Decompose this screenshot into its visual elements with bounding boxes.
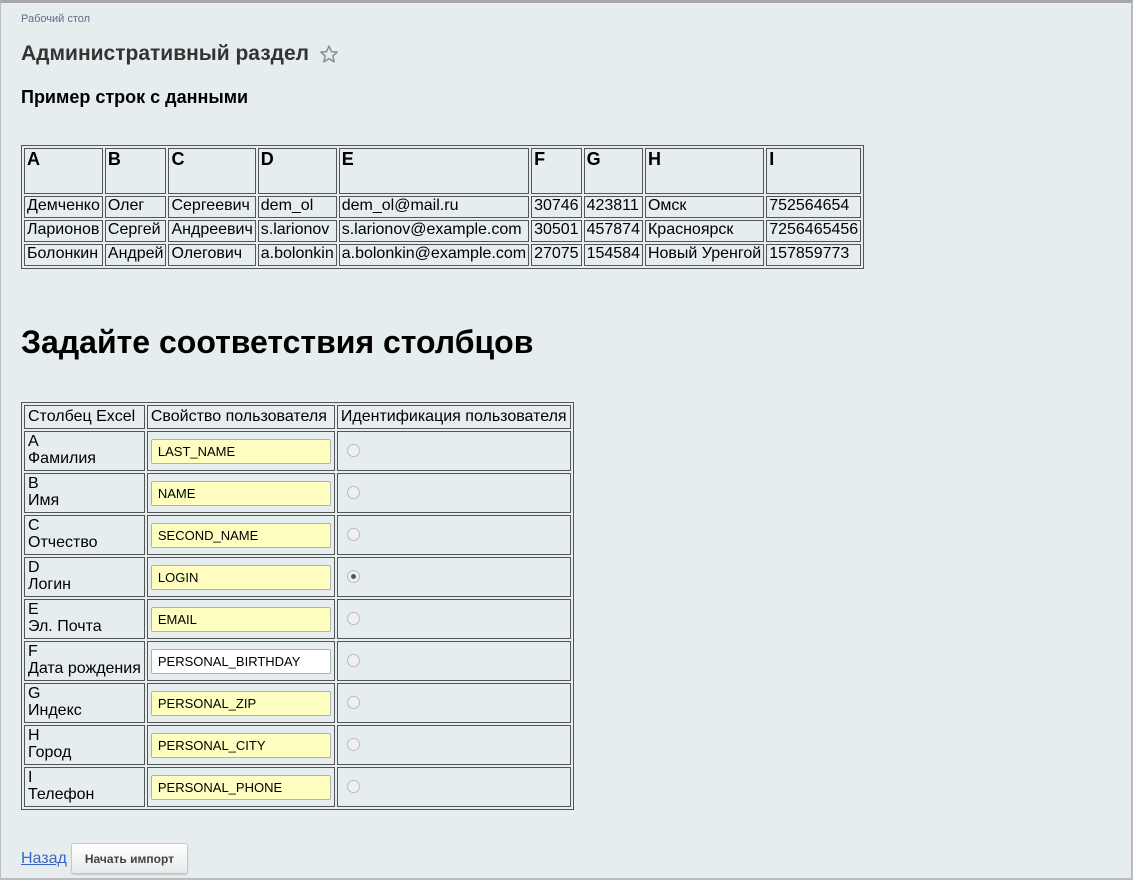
excel-column-cell [24, 431, 145, 471]
user-property-input[interactable] [151, 439, 331, 464]
sample-row [24, 196, 861, 218]
back-link[interactable]: Назад [21, 849, 67, 867]
excel-column-cell [24, 641, 145, 681]
sample-cell: Демченко [24, 196, 103, 218]
sample-header-cell: C [168, 148, 255, 194]
sample-cell: 27075 [531, 244, 582, 266]
user-identification-cell [337, 641, 571, 681]
sample-cell: Сергей [105, 220, 167, 242]
mapping-row [24, 473, 571, 513]
mapping-header-row [24, 405, 571, 429]
excel-column-letter: A [28, 433, 39, 450]
page-title-row [21, 42, 339, 66]
user-property-input[interactable] [151, 733, 331, 758]
excel-column-label: Телефон [28, 786, 95, 803]
sample-cell: Красноярск [645, 220, 764, 242]
excel-column-letter: D [28, 559, 40, 576]
user-identification-cell [337, 599, 571, 639]
sample-cell: 7256465456 [766, 220, 861, 242]
user-identification-cell [337, 557, 571, 597]
user-property-cell [147, 431, 335, 471]
sample-cell: Андрей [105, 244, 167, 266]
sample-cell: Омск [645, 196, 764, 218]
identification-radio[interactable] [347, 570, 360, 583]
user-property-input[interactable] [151, 607, 331, 632]
sample-cell: Андреевич [168, 220, 255, 242]
excel-column-letter: H [28, 727, 40, 744]
sample-cell: Сергеевич [168, 196, 255, 218]
identification-radio[interactable] [347, 612, 360, 625]
sample-header-cell: A [24, 148, 103, 194]
excel-column-letter: G [28, 685, 41, 702]
page-title: Административный раздел [21, 42, 310, 65]
sample-cell: s.larionov [258, 220, 337, 242]
sample-cell: 157859773 [766, 244, 861, 266]
excel-column-label: Имя [28, 492, 60, 509]
excel-column-label: Город [28, 744, 72, 761]
mapping-row [24, 599, 571, 639]
excel-column-letter: B [28, 475, 39, 492]
column-mapping-title: Задайте соответствия столбцов [21, 324, 534, 360]
user-identification-cell [337, 473, 571, 513]
sample-header-cell: F [531, 148, 582, 194]
user-property-cell [147, 599, 335, 639]
sample-cell: s.larionov@example.com [339, 220, 529, 242]
sample-cell: 423811 [584, 196, 643, 218]
sample-cell: 30501 [531, 220, 582, 242]
mapping-row [24, 515, 571, 555]
user-identification-cell [337, 515, 571, 555]
excel-column-label: Индекс [28, 702, 82, 719]
sample-row [24, 220, 861, 242]
excel-column-letter: C [28, 517, 40, 534]
identification-radio[interactable] [347, 528, 360, 541]
excel-column-letter: I [28, 769, 33, 786]
excel-column-label: Логин [28, 576, 72, 593]
user-property-cell [147, 515, 335, 555]
excel-column-label: Эл. Почта [28, 618, 102, 635]
mapping-header-cell: Идентификация пользователя [337, 405, 571, 429]
mapping-header-cell: Свойство пользователя [147, 405, 335, 429]
sample-cell: Олегович [168, 244, 255, 266]
mapping-row [24, 725, 571, 765]
column-mapping-table [21, 402, 574, 810]
user-property-input[interactable] [151, 523, 331, 548]
breadcrumb[interactable]: Рабочий стол [21, 13, 91, 25]
sample-cell: Болонкин [24, 244, 103, 266]
sample-data-table [21, 145, 864, 269]
excel-column-cell [24, 473, 145, 513]
excel-column-label: Фамилия [28, 450, 96, 467]
excel-column-cell [24, 767, 145, 807]
sample-cell: 457874 [584, 220, 643, 242]
excel-column-label: Отчество [28, 534, 98, 551]
start-import-button[interactable]: Начать импорт [71, 843, 188, 874]
sample-cell: a.bolonkin@example.com [339, 244, 529, 266]
excel-column-cell [24, 725, 145, 765]
sample-row [24, 244, 861, 266]
mapping-header-cell: Столбец Excel [24, 405, 145, 429]
star-icon[interactable] [319, 44, 339, 64]
excel-column-letter: F [28, 643, 38, 660]
user-property-cell [147, 683, 335, 723]
identification-radio[interactable] [347, 654, 360, 667]
mapping-row [24, 557, 571, 597]
excel-column-letter: E [28, 601, 39, 618]
sample-cell: 30746 [531, 196, 582, 218]
sample-header-cell: E [339, 148, 529, 194]
user-property-cell [147, 473, 335, 513]
mapping-row [24, 767, 571, 807]
sample-header-cell: I [766, 148, 861, 194]
excel-column-cell [24, 557, 145, 597]
user-property-input[interactable] [151, 775, 331, 800]
user-property-cell [147, 725, 335, 765]
user-identification-cell [337, 767, 571, 807]
identification-radio[interactable] [347, 444, 360, 457]
actions-bar [21, 843, 188, 874]
user-property-input[interactable] [151, 481, 331, 506]
user-property-cell [147, 767, 335, 807]
sample-header-cell: D [258, 148, 337, 194]
sample-cell: a.bolonkin [258, 244, 337, 266]
sample-rows-title: Пример строк с данными [21, 87, 249, 107]
user-property-cell [147, 641, 335, 681]
identification-radio[interactable] [347, 486, 360, 499]
user-identification-cell [337, 725, 571, 765]
sample-header-cell: B [105, 148, 167, 194]
excel-column-cell [24, 515, 145, 555]
mapping-row [24, 683, 571, 723]
identification-radio[interactable] [347, 738, 360, 751]
sample-cell: 154584 [584, 244, 643, 266]
sample-cell: 752564654 [766, 196, 861, 218]
sample-header-row [24, 148, 861, 194]
sample-cell: Ларионов [24, 220, 103, 242]
sample-cell: Новый Уренгой [645, 244, 764, 266]
mapping-row [24, 431, 571, 471]
excel-column-cell [24, 683, 145, 723]
user-property-input[interactable] [151, 691, 331, 716]
sample-header-cell: G [584, 148, 643, 194]
user-property-input[interactable] [151, 649, 331, 674]
identification-radio[interactable] [347, 696, 360, 709]
mapping-row [24, 641, 571, 681]
user-property-input[interactable] [151, 565, 331, 590]
sample-header-cell: H [645, 148, 764, 194]
identification-radio[interactable] [347, 780, 360, 793]
excel-column-cell [24, 599, 145, 639]
excel-column-label: Дата рождения [28, 660, 141, 677]
user-identification-cell [337, 431, 571, 471]
sample-cell: dem_ol@mail.ru [339, 196, 529, 218]
sample-cell: dem_ol [258, 196, 337, 218]
sample-cell: Олег [105, 196, 167, 218]
user-property-cell [147, 557, 335, 597]
user-identification-cell [337, 683, 571, 723]
